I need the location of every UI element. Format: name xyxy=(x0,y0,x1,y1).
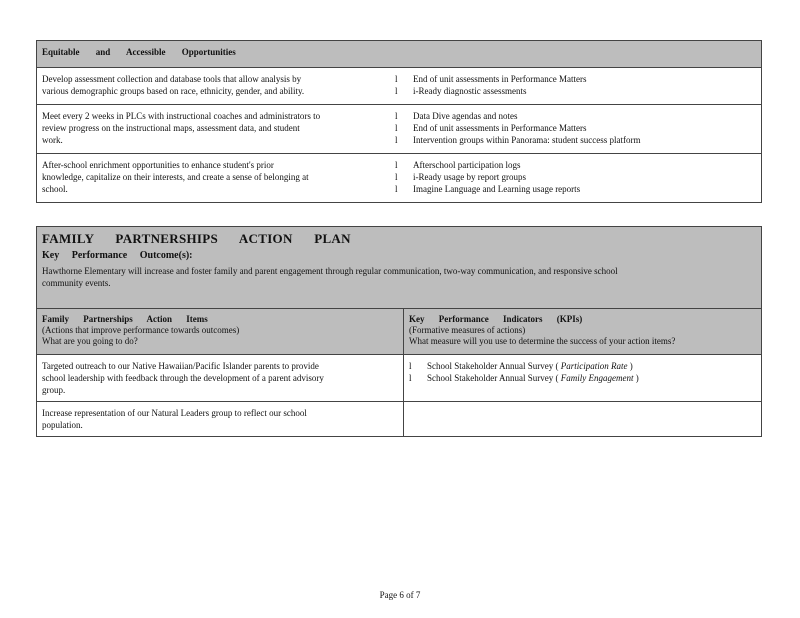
measure-cell xyxy=(389,68,761,104)
measure-text: End of unit assessments in Performance Matters xyxy=(413,74,587,84)
list-item: l School Stakeholder Annual Survey ( Family Engagement ) xyxy=(409,373,639,383)
kpi-cell xyxy=(404,402,761,437)
equity-table xyxy=(36,40,762,203)
action-text: group. xyxy=(42,385,66,395)
table-row xyxy=(37,105,761,154)
kpi-text: School Stakeholder Annual Survey xyxy=(427,373,554,383)
table-row xyxy=(37,154,761,202)
column-title: Family Partnerships Action Items xyxy=(42,314,208,324)
table-row xyxy=(37,68,761,105)
kpi-note: Participation Rate xyxy=(560,361,628,371)
measure-text: Intervention groups within Panorama: student success platform xyxy=(413,135,641,145)
action-text: Develop assessment collection and database tools that allow analysis by xyxy=(42,74,302,84)
list-item xyxy=(395,134,761,146)
action-text: After-school enrichment opportunities to enhance student's prior xyxy=(42,160,274,170)
measure-text: End of unit assessments in Performance Matters xyxy=(413,123,587,133)
measure-text: Data Dive agendas and notes xyxy=(413,111,518,121)
list-item xyxy=(395,122,761,134)
action-cell xyxy=(37,402,404,437)
plan-title: FAMILY PARTNERSHIPS ACTION PLAN xyxy=(42,231,351,246)
bullet-icon: l xyxy=(409,373,412,383)
list-item xyxy=(395,171,761,183)
action-text: school. xyxy=(42,184,68,194)
bullet-icon: l xyxy=(395,86,398,96)
action-text: Targeted outreach to our Native Hawaiian/Pacific Islander parents to provide xyxy=(42,361,319,371)
list-item xyxy=(395,73,761,85)
outcome-line: community events. xyxy=(42,278,111,288)
action-text: work. xyxy=(42,135,63,145)
bullet-icon: l xyxy=(395,184,398,194)
table-row xyxy=(37,402,761,437)
column-title: Key Performance Indicators (KPIs) xyxy=(409,314,583,324)
list-item xyxy=(395,159,761,171)
bullet-icon: l xyxy=(395,123,398,133)
measure-text: Imagine Language and Learning usage reports xyxy=(413,184,581,194)
list-item: l School Stakeholder Annual Survey ( Participation Rate ) xyxy=(409,361,633,371)
action-text: review progress on the instructional maps, assessment data, and student xyxy=(42,123,300,133)
bullet-icon: l xyxy=(395,111,398,121)
measure-cell xyxy=(389,105,761,153)
column-subtitle: (Actions that improve performance towards outcomes) xyxy=(42,325,240,335)
kpi-text: School Stakeholder Annual Survey xyxy=(427,361,554,371)
action-text: school leadership with feedback through the development of a parent advisory xyxy=(42,373,324,383)
page-number: Page 6 of 7 xyxy=(379,590,421,600)
bullet-icon: l xyxy=(395,160,398,170)
measure-text: i-Ready usage by report groups xyxy=(413,172,526,182)
bullet-icon: l xyxy=(395,135,398,145)
action-text: Increase representation of our Natural Leaders group to reflect our school xyxy=(42,408,307,418)
equity-table-header: Equitable and Accessible Opportunities xyxy=(37,41,761,68)
list-item xyxy=(395,183,761,195)
column-headers xyxy=(37,309,761,355)
column-question: What are you going to do? xyxy=(42,336,138,346)
action-cell xyxy=(37,68,389,104)
action-cell xyxy=(37,355,404,401)
list-item xyxy=(395,85,761,97)
action-cell xyxy=(37,154,389,202)
kpo-label: Key Performance Outcome(s): xyxy=(42,250,193,261)
action-text: population. xyxy=(42,420,83,430)
action-text: knowledge, capitalize on their interests, and create a sense of belonging at xyxy=(42,172,309,182)
kpi-cell xyxy=(404,355,761,401)
list-item xyxy=(395,110,761,122)
column-subtitle: (Formative measures of actions) xyxy=(409,325,526,335)
outcome-line: Hawthorne Elementary will increase and foster family and parent engagement through regular communication, two-way communication, and responsive school xyxy=(42,266,618,276)
bullet-icon: l xyxy=(395,172,398,182)
action-items-header xyxy=(37,309,404,354)
measure-text: Afterschool participation logs xyxy=(413,160,521,170)
measure-text: i-Ready diagnostic assessments xyxy=(413,86,527,96)
action-text: various demographic groups based on race, ethnicity, gender, and ability. xyxy=(42,86,305,96)
column-question: What measure will you use to determine the success of your action items? xyxy=(409,336,676,346)
plan-header xyxy=(37,227,761,309)
measure-cell xyxy=(389,154,761,202)
bullet-icon: l xyxy=(395,74,398,84)
table-row xyxy=(37,355,761,402)
outcome-text xyxy=(42,265,756,289)
kpi-header xyxy=(404,309,761,354)
action-cell xyxy=(37,105,389,153)
bullet-icon: l xyxy=(409,361,412,371)
action-text: Meet every 2 weeks in PLCs with instructional coaches and administrators to xyxy=(42,111,321,121)
kpi-note: Family Engagement xyxy=(560,373,634,383)
family-partnerships-table xyxy=(36,226,762,437)
